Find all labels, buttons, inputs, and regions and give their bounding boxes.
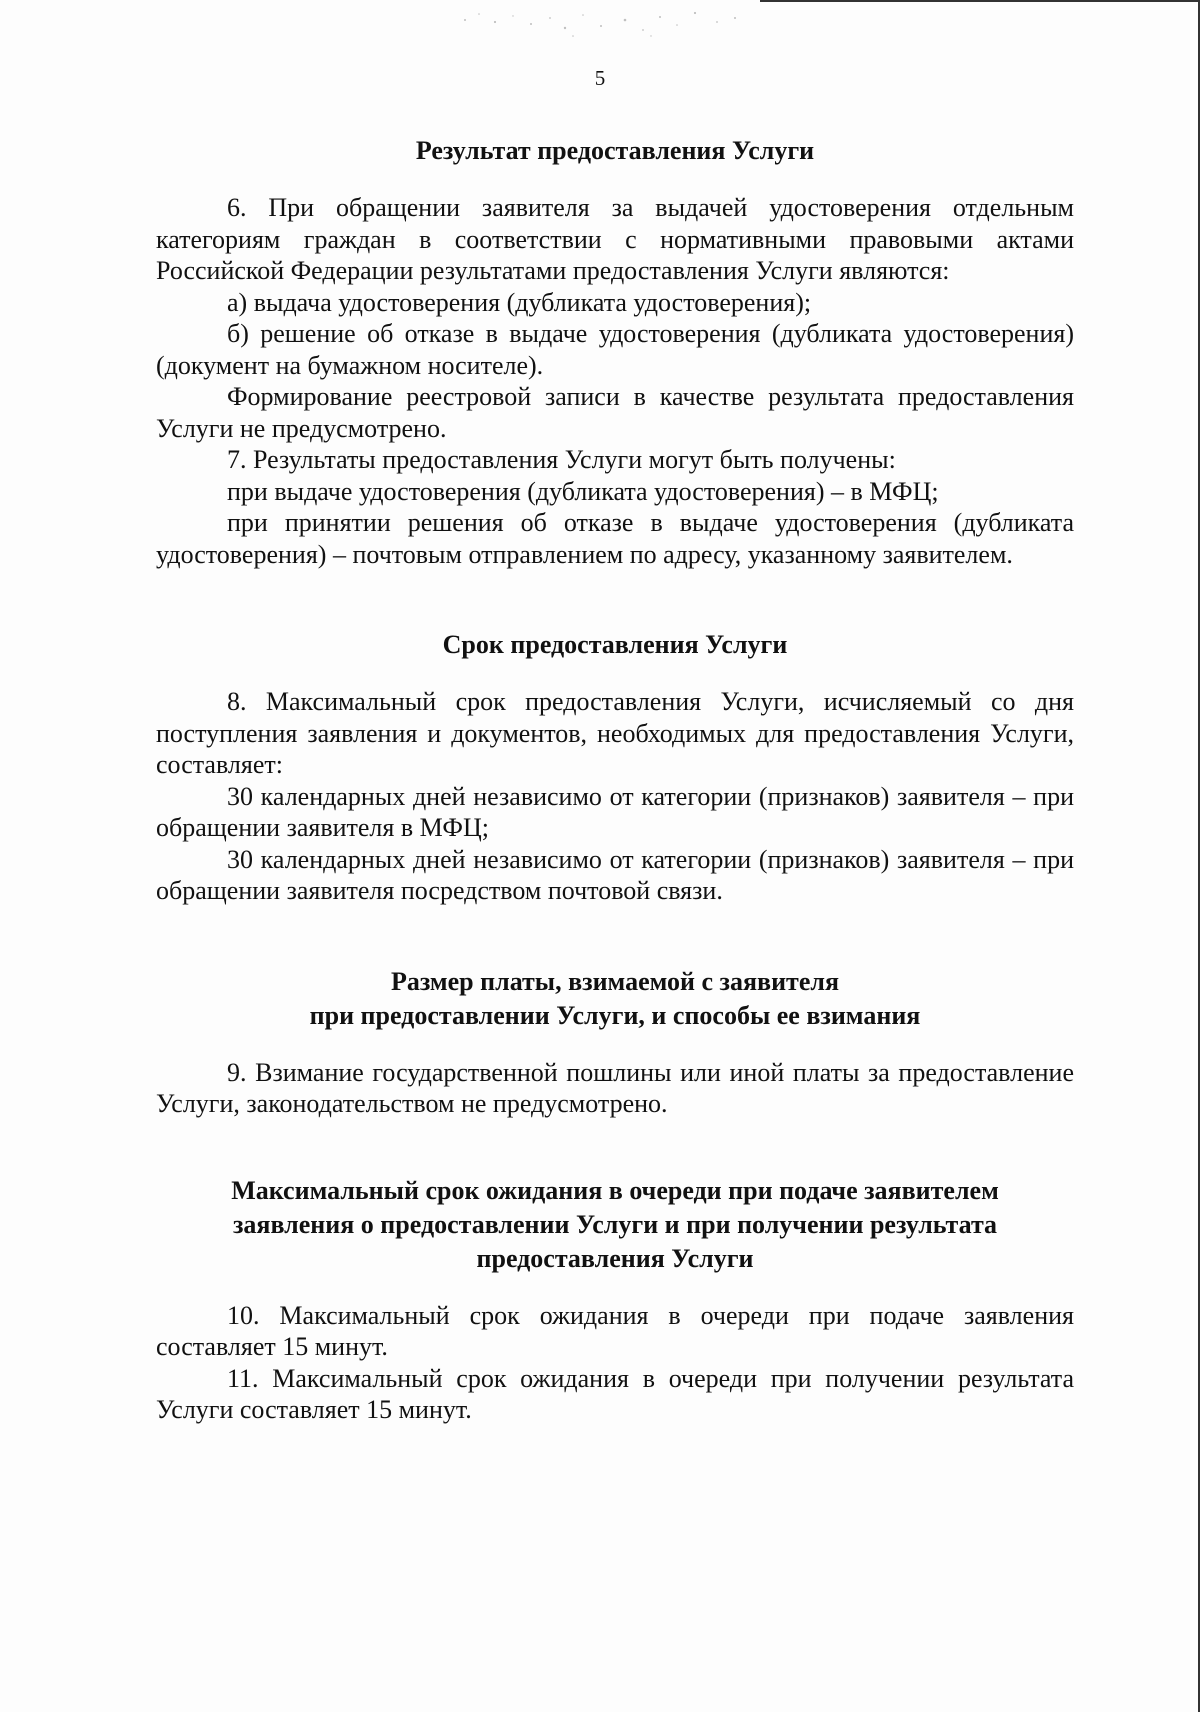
section-heading [156, 965, 1074, 1033]
paragraph: Формирование реестровой записи в качестве результата предоставления Услуги не предусмотрено. [156, 382, 1074, 443]
paragraph: при выдаче удостоверения (дубликата удостоверения) – в МФЦ; [227, 476, 939, 506]
paragraph: 30 календарных дней независимо от категории (признаков) заявителя – при обращении заявителя посредством почтовой связи. [156, 844, 1074, 905]
section-heading [156, 134, 1074, 168]
paragraph: 10. Максимальный срок ожидания в очереди при подаче заявления составляет 15 минут. [156, 1300, 1074, 1361]
paragraph: 8. Максимальный срок предоставления Услуги, исчисляемый со дня поступления заявления и документов, необходимых для предоставления Услуги, составляет: [156, 687, 1074, 779]
heading-line: предоставления Услуги [476, 1243, 754, 1273]
section-term [156, 628, 1074, 907]
heading-line: заявления о предоставлении Услуги и при получении результата [232, 1209, 998, 1239]
section-fee [156, 965, 1074, 1120]
heading-line: Максимальный срок ожидания в очереди при подаче заявителем [231, 1175, 999, 1205]
paragraph: 11. Максимальный срок ожидания в очереди при получении результата Услуги составляет 15 минут. [156, 1363, 1074, 1424]
section-heading [156, 1174, 1074, 1276]
section-heading [156, 628, 1074, 662]
section-result [156, 134, 1074, 570]
scan-noise [455, 6, 755, 42]
heading-line: Размер платы, взимаемой с заявителя [390, 966, 840, 996]
section-queue [156, 1174, 1074, 1426]
paragraph: 6. При обращении заявителя за выдачей удостоверения отдельным категориям граждан в соответствии с нормативными правовыми актами Российской Федерации результатами предоставления Услуги являются: [156, 193, 1074, 285]
paragraph: б) решение об отказе в выдаче удостоверения (дубликата удостоверения) (документ на бумажном носителе). [156, 319, 1074, 380]
heading-line: Результат предоставления Услуги [415, 136, 815, 165]
paragraph: 9. Взимание государственной пошлины или иной платы за предоставление Услуги, законодательством не предусмотрено. [156, 1057, 1074, 1118]
heading-line: при предоставлении Услуги, и способы ее взимания [309, 1000, 921, 1030]
paragraph: при принятии решения об отказе в выдаче удостоверения (дубликата удостоверения) – почтовым отправлением по адресу, указанному заявителем. [156, 508, 1074, 569]
paragraph: 30 календарных дней независимо от категории (признаков) заявителя – при обращении заявителя в МФЦ; [156, 781, 1074, 842]
heading-line: Срок предоставления Услуги [442, 630, 788, 659]
paragraph: 7. Результаты предоставления Услуги могут быть получены: [227, 445, 896, 474]
document-body [156, 134, 1074, 1426]
paragraph: а) выдача удостоверения (дубликата удостоверения); [227, 287, 812, 317]
scan-edge-top [760, 0, 1200, 2]
page-number: 5 [594, 66, 606, 90]
